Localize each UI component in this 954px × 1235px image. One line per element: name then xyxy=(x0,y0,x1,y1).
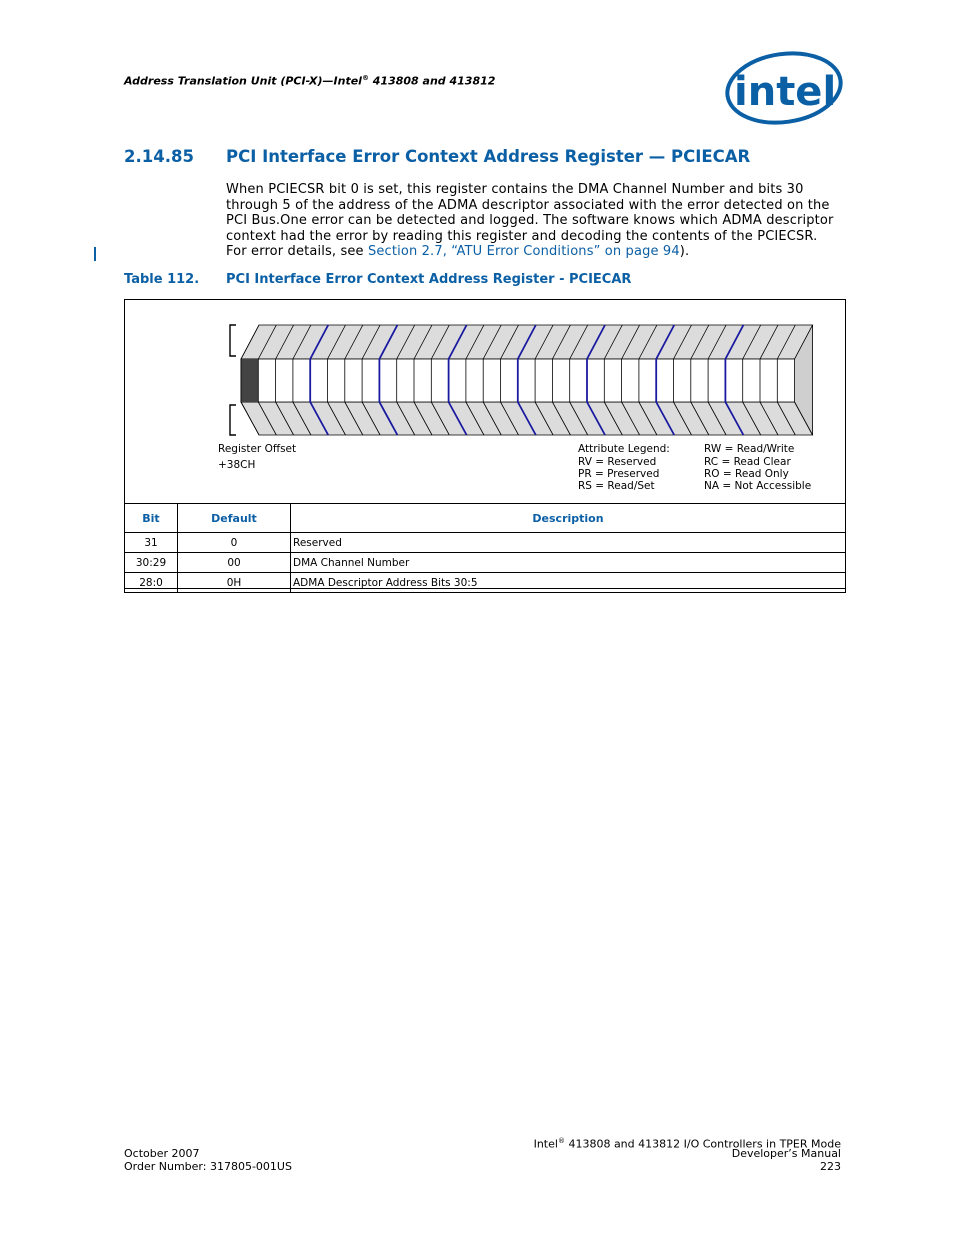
legend-rc: RC = Read Clear xyxy=(704,456,791,468)
register-offset-label: Register Offset xyxy=(218,443,297,455)
bit-description-table xyxy=(124,503,846,593)
footer-order-number: Order Number: 317805-001US xyxy=(124,1160,292,1173)
footer-doc-title: Intel® 413808 and 413812 I/O Controllers in TPER Mode xyxy=(533,1137,841,1151)
table-row xyxy=(125,553,846,573)
cell-bit: 31 xyxy=(125,533,178,553)
section-paragraph: When PCIECSR bit 0 is set, this register contains the DMA Channel Number and bits 30 through 5 of the address of the ADMA descriptor associated with the error detected on the PCI Bus.One error can be detected and logged. The software knows which ADMA descriptor context had the error by reading this register and decoding the contents of the PCIECSR. For error details, see Section 2.7, “ATU Error Conditions” on page 94). xyxy=(226,182,834,260)
table-row xyxy=(125,533,846,553)
column-header-bit: Bit xyxy=(125,504,178,533)
table-row xyxy=(125,573,846,593)
footer-page-number: 223 xyxy=(820,1160,841,1173)
legend-na: NA = Not Accessible xyxy=(704,480,812,492)
bracket-bottom xyxy=(230,405,236,435)
legend-title: Attribute Legend: xyxy=(578,443,670,455)
section-heading: 2.14.85 PCI Interface Error Context Address Register — PCIECAR xyxy=(124,147,751,166)
cell-bit: 28:0 xyxy=(125,573,178,593)
intel-logo xyxy=(724,50,844,128)
legend-rw: RW = Read/Write xyxy=(704,443,795,455)
register-bit-diagram xyxy=(226,322,816,442)
cell-default: 0 xyxy=(178,533,291,553)
cell-default: 0H xyxy=(178,573,291,593)
footer-doc-subtitle: Developer’s Manual xyxy=(731,1147,841,1160)
cell-description: Reserved xyxy=(291,533,846,553)
cell-bit: 30:29 xyxy=(125,553,178,573)
bit-cell-reserved xyxy=(241,359,258,402)
intel-logo-text: intel xyxy=(734,69,837,115)
column-header-default: Default xyxy=(178,504,291,533)
legend-pr: PR = Preserved xyxy=(578,468,660,480)
cell-default: 00 xyxy=(178,553,291,573)
section-link[interactable]: Section 2.7, “ATU Error Conditions” on page 94 xyxy=(367,244,680,260)
bracket-top xyxy=(230,325,236,356)
legend-ro: RO = Read Only xyxy=(704,468,789,480)
legend-rs: RS = Read/Set xyxy=(578,480,655,492)
footer-date: October 2007 xyxy=(124,1147,200,1160)
change-bar xyxy=(94,247,96,261)
register-offset-value: +38CH xyxy=(218,459,256,471)
column-header-description: Description xyxy=(291,504,846,533)
legend-rv: RV = Reserved xyxy=(578,456,657,468)
table-caption: Table 112. PCI Interface Error Context Address Register - PCIECAR xyxy=(124,272,632,287)
cell-description: DMA Channel Number xyxy=(291,553,846,573)
table-header-row xyxy=(125,504,846,533)
running-header: Address Translation Unit (PCI-X)—Intel® 413808 and 413812 xyxy=(124,74,496,88)
cell-description: ADMA Descriptor Address Bits 30:5 xyxy=(291,573,846,593)
